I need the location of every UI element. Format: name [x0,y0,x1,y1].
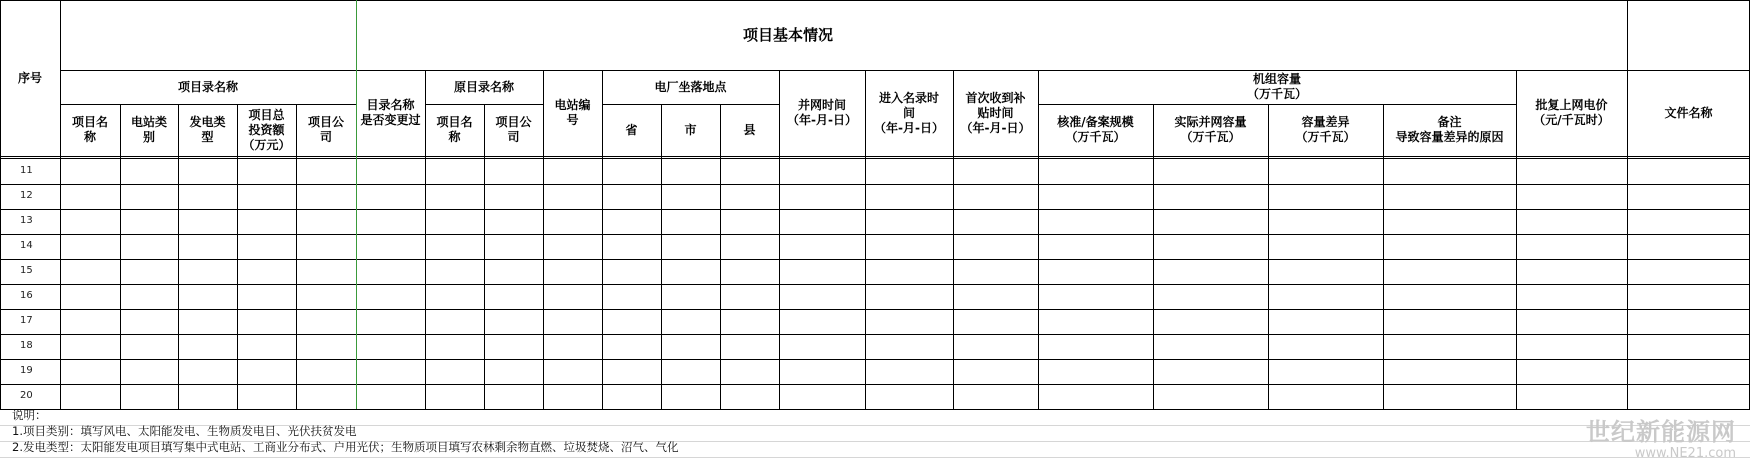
row-number: 14 [20,240,33,251]
row-number: 15 [20,265,33,276]
header-price: 批复上网电价 （元/千瓦时） [1533,98,1610,127]
row-number: 12 [20,190,33,201]
row-number: 19 [20,365,33,376]
header-catalog-col: 项目名 称 [71,115,108,144]
header-catalog-col: 项目公 司 [307,115,344,144]
header-catalog-col: 项目总 投资额 （万元） [242,107,291,152]
header-original-group: 原目录名称 [453,79,514,94]
header-capacity-col: 备注 导致容量差异的原因 [1395,115,1504,144]
header-capacity-col: 核准/备案规模 （万千瓦） [1057,115,1134,144]
watermark-logo: 世纪新能源网 [1586,418,1736,446]
header-name-changed: 目录名称 是否变更过 [360,98,421,127]
note-line-1: 1.项目类别：填写风电、太阳能发电、生物质发电目、光伏扶贫发电 [12,424,357,438]
header-doc-name: 文件名称 [1664,105,1713,120]
header-capacity-group: 机组容量 （万千瓦） [1246,72,1307,101]
header-original-col: 项目公 司 [495,115,532,144]
row-number: 18 [20,340,33,351]
header-location-col: 县 [743,122,756,137]
header-blank-top [1627,0,1750,70]
row-number: 16 [20,290,33,301]
header-location-col: 省 [625,122,638,137]
header-seq: 序号 [17,70,42,85]
header-capacity-col: 实际并网容量 （万千瓦） [1174,115,1247,144]
header-station-number: 电站编 号 [554,98,591,127]
header-grid-time: 并网时间 （年-月-日） [787,98,857,127]
header-location-col: 市 [684,122,697,137]
header-catalog-col: 电站类 别 [130,115,167,144]
row-number: 13 [20,215,33,226]
row-number: 11 [20,165,33,176]
row-number: 17 [20,315,33,326]
header-subsidy-time: 首次收到补 贴时间 （年-月-日） [960,90,1031,135]
header-original-col: 项目名 称 [436,115,473,144]
watermark-url: www.NE21.com [1634,446,1736,461]
header-capacity-col: 容量差异 （万千瓦） [1295,115,1356,144]
header-location-group: 电厂坐落地点 [654,79,727,94]
header-catalog-group: 项目录名称 [177,79,238,94]
header-catalog-col: 发电类 型 [189,115,226,144]
row-number: 20 [20,390,33,401]
header-list-time: 进入名录时 间 （年-月-日） [874,90,944,135]
note-title: 说明： [12,408,47,422]
sheet-title: 项目基本情况 [742,25,833,44]
note-line-2: 2.发电类型：太阳能发电项目填写集中式电站、工商业分布式、户用光伏；生物质项目填写农林剩余物直燃、垃圾焚烧、沼气、气化 [12,440,679,454]
